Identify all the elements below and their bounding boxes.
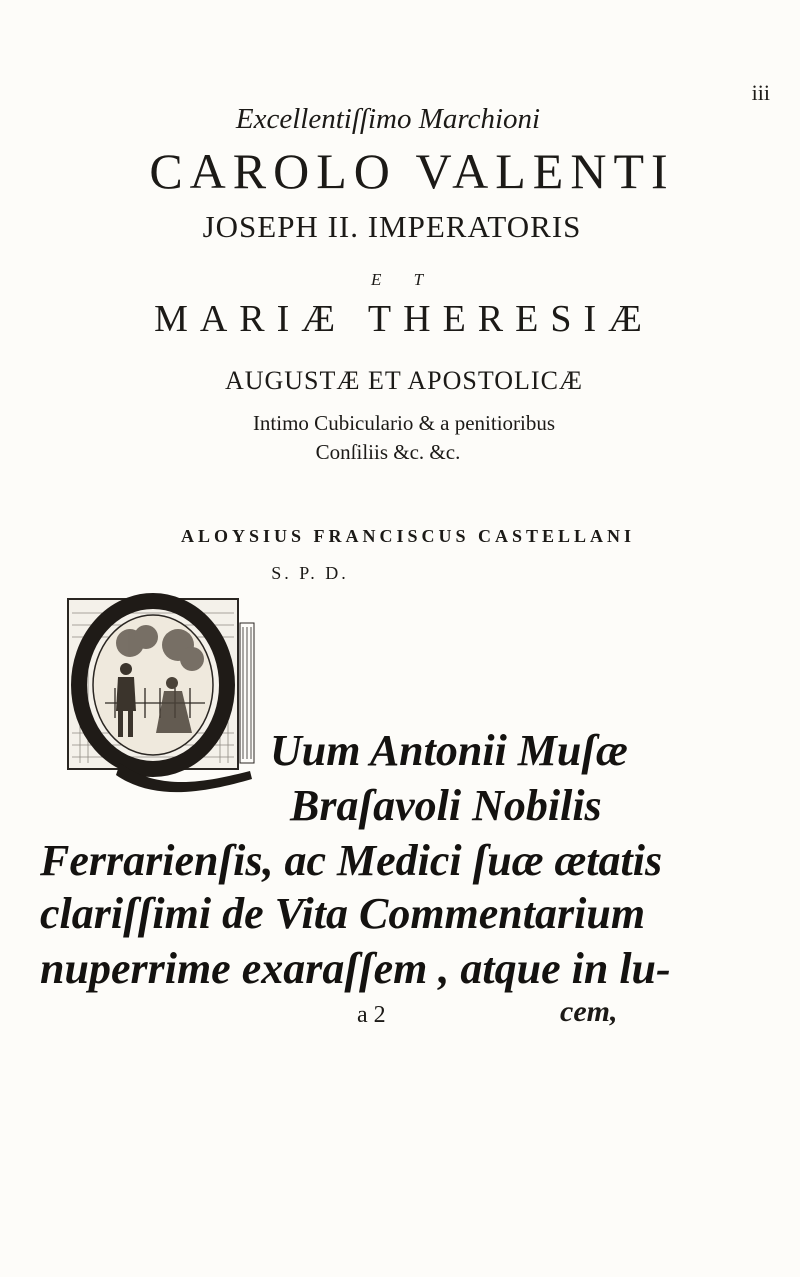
dedication-line-4: E T	[370, 270, 438, 289]
author-salutation: S. P. D.	[271, 563, 349, 583]
catchword: cem,	[560, 995, 618, 1028]
body-line-3: Ferrarienſis, ac Medici ſuæ ætatis	[40, 836, 663, 885]
author-name: ALOYSIUS FRANCISCUS CASTELLANI	[180, 526, 636, 546]
body-line-1: Uum Antonii Muſæ	[270, 726, 628, 775]
signature-mark: a 2	[357, 1002, 386, 1028]
body-line-4: clariſſimi de Vita Commentarium	[40, 889, 646, 938]
dedication-line-3: JOSEPH II. IMPERATORIS	[202, 209, 582, 244]
decorated-initial-q	[60, 593, 290, 803]
dedication-line-1: Excellentiſſimo Marchioni	[235, 103, 541, 135]
dedication-line-6: AUGUSTÆ ET APOSTOLICÆ	[224, 366, 584, 395]
dedication-line-2: CAROLO VALENTI	[149, 143, 675, 199]
dedication-line-8: Conſiliis &c. &c.	[315, 440, 461, 464]
body-line-5: nuperrime exaraſſem , atque in lu-	[40, 944, 671, 993]
dedication-line-7: Intimo Cubiculario & a penitioribus	[252, 411, 556, 435]
dedication-line-5: MARIÆ THERESIÆ	[154, 298, 654, 340]
body-line-2: Braſavoli Nobilis	[290, 781, 602, 830]
page-number: iii	[751, 80, 770, 105]
